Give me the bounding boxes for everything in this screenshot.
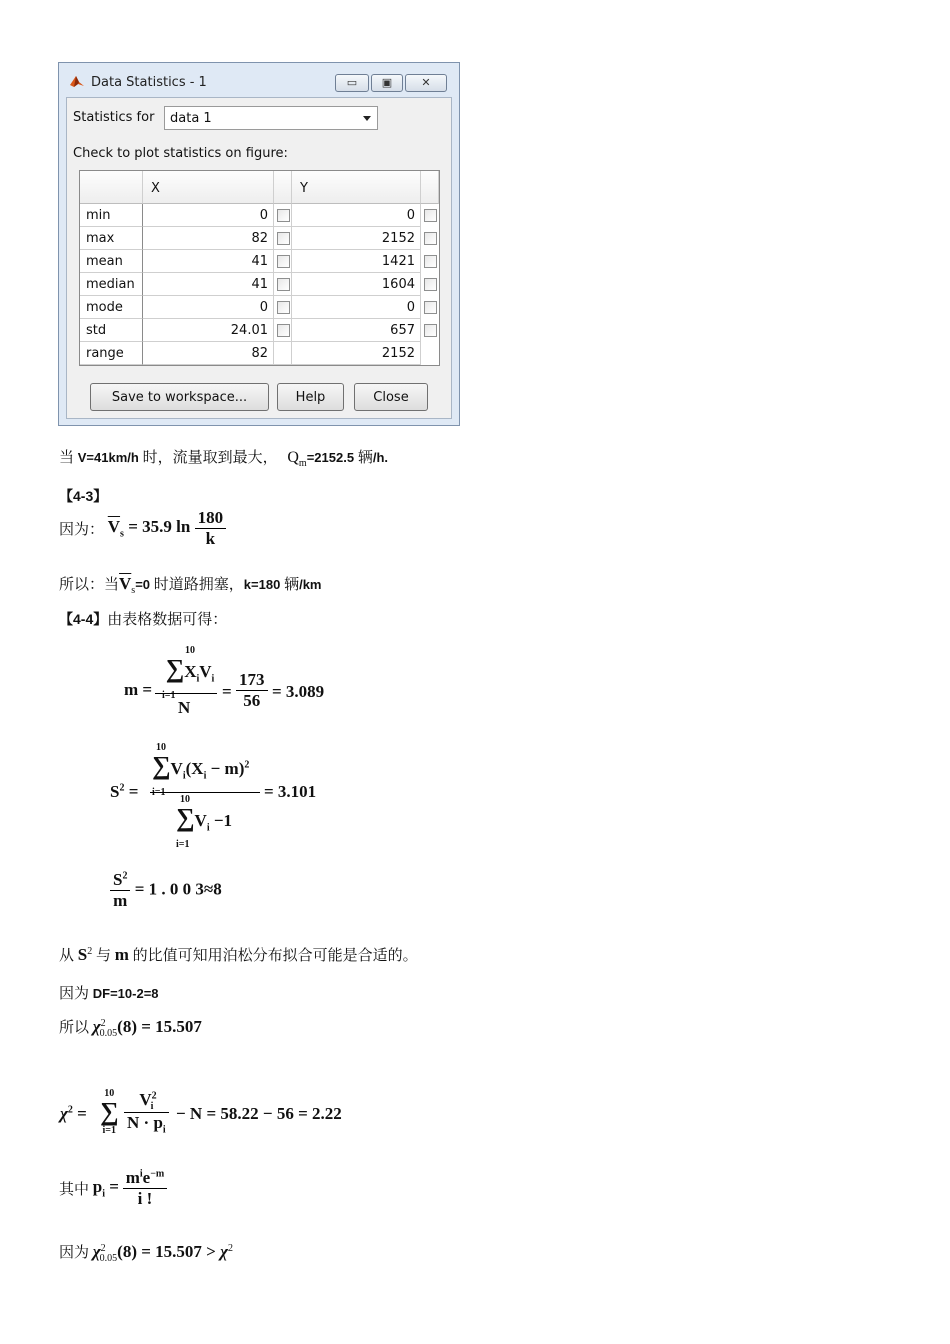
checkbox-median-y[interactable] — [424, 278, 437, 291]
poisson-probability-line: 其中 $p_i$ = $\frac{m^ie^{-m}}{i !}$ — [59, 1168, 167, 1209]
mean-denominator: N — [178, 698, 191, 717]
checkbox-std-y[interactable] — [424, 324, 437, 337]
variance-lhs: $S^2$ = — [110, 782, 139, 801]
data-statistics-window — [58, 62, 460, 426]
title-bar[interactable] — [59, 63, 459, 97]
check-instruction-label: Check to plot statistics on figure: — [73, 146, 288, 161]
checkbox-mode-x[interactable] — [277, 301, 290, 314]
degrees-of-freedom-line: 因为 DF=10-2=8 — [59, 986, 159, 1002]
cell-std-x: 24.01 — [143, 319, 274, 342]
save-to-workspace-button[interactable]: Save to workspace... — [90, 383, 269, 411]
checkbox-max-x[interactable] — [277, 232, 290, 245]
cell-max-y: 2152 — [292, 227, 421, 250]
poisson-conclusion: 从 $S^2$ 与 m 的比值可知用泊松分布拟合可能是合适的。 — [59, 945, 418, 964]
chi-square-result: − N = 58.22 − 56 = 2.22 — [176, 1104, 342, 1123]
checkbox-mean-x[interactable] — [277, 255, 290, 268]
minimize-button[interactable] — [335, 74, 369, 92]
matlab-logo-icon — [69, 73, 85, 89]
close-window-button[interactable] — [405, 74, 447, 92]
variance-denominator: 10 $\sum V_i -1$ i=1 — [176, 794, 233, 851]
section-4-4-heading: 【4-4】由表格数据可得： — [59, 611, 228, 628]
dropdown-value: data 1 — [170, 111, 212, 126]
row-label-range: range — [80, 342, 143, 365]
cell-mean-x: 41 — [143, 250, 274, 273]
close-button[interactable]: Close — [354, 383, 428, 411]
window-title: Data Statistics - 1 — [91, 75, 207, 90]
statistics-table — [79, 170, 440, 366]
row-label-mode: mode — [80, 296, 143, 319]
cell-mean-y: 1421 — [292, 250, 421, 273]
dialog-body — [66, 97, 452, 419]
row-label-min: min — [80, 204, 143, 227]
chi-square-fraction: $\frac{V^2_i}{N \cdot p_i}$ — [124, 1090, 169, 1136]
cell-std-y: 657 — [292, 319, 421, 342]
column-header-y-check — [421, 171, 439, 204]
cell-max-x: 82 — [143, 227, 274, 250]
mean-sum-numerator: 10 $\sum X_iV_i$ i=1 — [162, 645, 215, 702]
row-label-mean: mean — [80, 250, 143, 273]
mean-den-56: 56 — [243, 691, 261, 710]
chi-square-lhs: $\chi^2$ = — [60, 1104, 87, 1123]
checkbox-mean-y[interactable] — [424, 255, 437, 268]
cell-min-y: 0 — [292, 204, 421, 227]
checkbox-mode-y[interactable] — [424, 301, 437, 314]
checkbox-min-y[interactable] — [424, 209, 437, 222]
cell-range-x: 82 — [143, 342, 274, 365]
minimize-icon: ▭ — [346, 76, 358, 89]
chi-square-sigma: 10 ∑ i=1 — [100, 1088, 119, 1136]
dropdown-arrow-icon — [363, 116, 371, 121]
variance-fraction-bar — [150, 792, 260, 793]
equals-sign: = — [222, 682, 232, 701]
cell-mode-x: 0 — [143, 296, 274, 319]
row-label-std: std — [80, 319, 143, 342]
statistics-for-label: Statistics for — [73, 110, 155, 125]
help-button[interactable]: Help — [277, 383, 344, 411]
checkbox-min-x[interactable] — [277, 209, 290, 222]
ratio-equation: $\frac{S^2}{m}$ = 1 . 0 0 3≈8 — [110, 870, 222, 911]
mean-num-173: 173 — [236, 670, 268, 691]
corner-header — [80, 171, 143, 204]
checkbox-std-x[interactable] — [277, 324, 290, 337]
checkbox-max-y[interactable] — [424, 232, 437, 245]
column-header-x: X — [143, 171, 274, 204]
close-icon: ✕ — [421, 76, 431, 89]
variance-result: = 3.101 — [264, 782, 317, 801]
column-header-y: Y — [292, 171, 421, 204]
maximize-icon: ▣ — [381, 76, 393, 89]
mean-equation-lhs: m = — [124, 680, 153, 699]
section-4-3-heading: 【4-3】 — [59, 488, 108, 504]
final-comparison-line: 因为 $\chi^2_{0.05}(8) = 15.507 > \chi^2$ — [59, 1242, 234, 1264]
cell-median-x: 41 — [143, 273, 274, 296]
chi-critical-line: 所以 $\chi^2_{0.05}(8) = 15.507$ — [59, 1017, 202, 1039]
maximize-button[interactable] — [371, 74, 403, 92]
row-label-median: median — [80, 273, 143, 296]
variance-numerator: 10 $\sum V_i(X_i - m)^2$ i=1 — [152, 742, 250, 799]
mean-fraction-bar — [155, 693, 217, 694]
column-header-x-check — [274, 171, 292, 204]
cell-median-y: 1604 — [292, 273, 421, 296]
max-flow-line: 当 V=41km/h 时，流量取到最大， $Q_m=2152.5$ 辆/h. — [59, 449, 388, 469]
cell-mode-y: 0 — [292, 296, 421, 319]
cell-range-y: 2152 — [292, 342, 421, 365]
cell-min-x: 0 — [143, 204, 274, 227]
speed-density-equation: 因为： $\overline{V}_s = 35.9$ ln $\frac{180}{k}$ — [59, 508, 226, 549]
jam-density-line: 所以：当$\overline{V}_s=0$ 时道路拥塞，k=180 辆/km — [59, 574, 322, 596]
checkbox-median-x[interactable] — [277, 278, 290, 291]
mean-result: = 3.089 — [272, 682, 325, 701]
statistics-for-dropdown[interactable] — [164, 106, 378, 130]
row-label-max: max — [80, 227, 143, 250]
